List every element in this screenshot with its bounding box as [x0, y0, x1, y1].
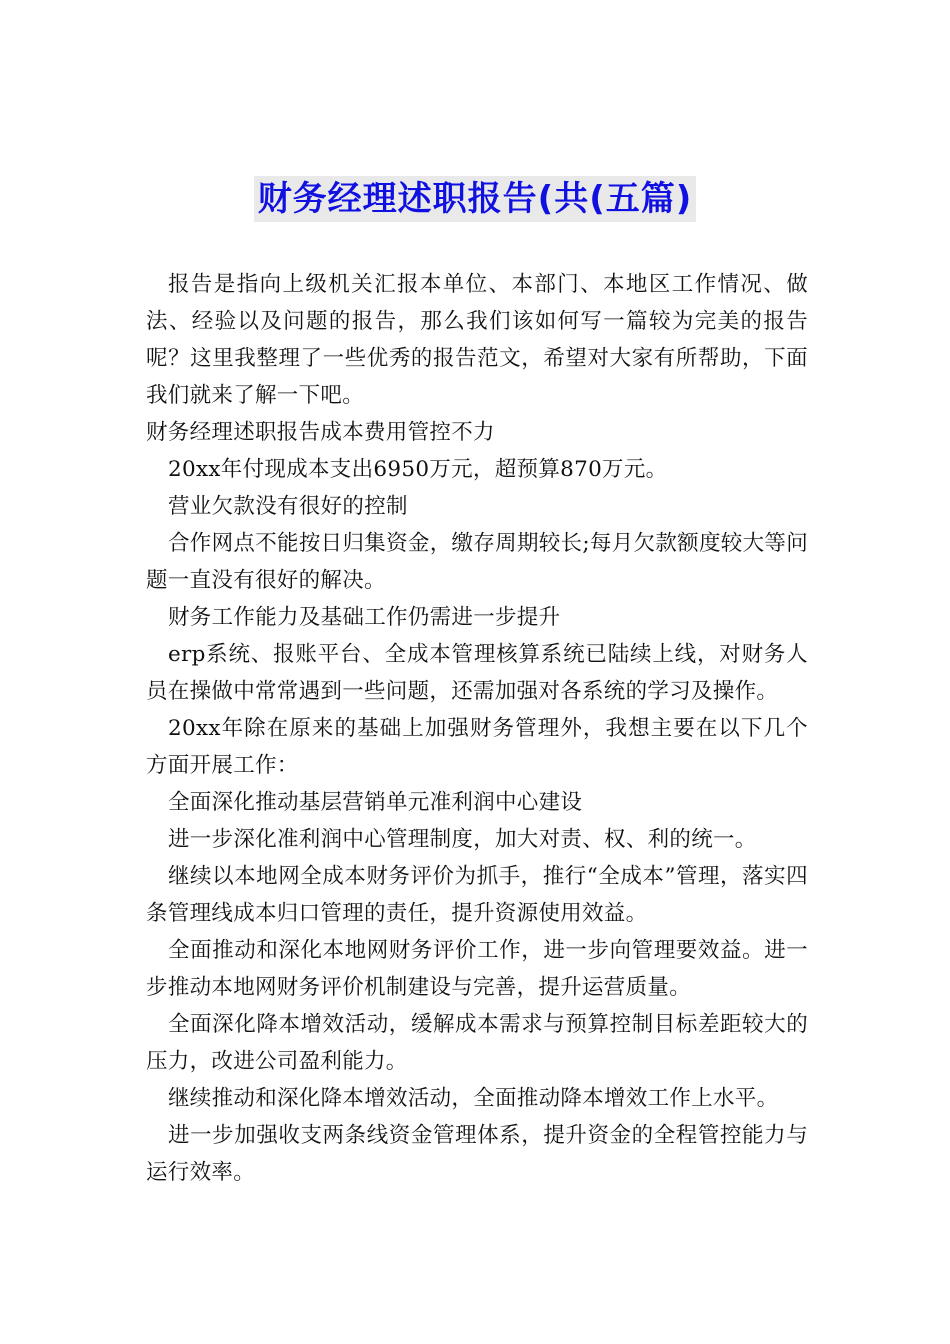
- paragraph: 全面深化降本增效活动，缓解成本需求与预算控制目标差距较大的压力，改进公司盈利能力。: [146, 1012, 808, 1074]
- document-body: [146, 266, 808, 1191]
- paragraph: 合作网点不能按日归集资金，缴存周期较长;每月欠款额度较大等问题一直没有很好的解决。: [146, 531, 808, 593]
- paragraph: 全面深化推动基层营销单元准利润中心建设: [168, 790, 583, 815]
- paragraph: 全面推动和深化本地网财务评价工作，进一步向管理要效益。进一步推动本地网财务评价机制建设与完善，提升运营质量。: [146, 938, 808, 1000]
- paragraph: 财务工作能力及基础工作仍需进一步提升: [168, 605, 561, 630]
- paragraph: 继续推动和深化降本增效活动，全面推动降本增效工作上水平。: [168, 1086, 779, 1111]
- paragraph: 进一步加强收支两条线资金管理体系，提升资金的全程管控能力与运行效率。: [146, 1123, 808, 1185]
- paragraph: 报告是指向上级机关汇报本单位、本部门、本地区工作情况、做法、经验以及问题的报告，那么我们该如何写一篇较为完美的报告呢？这里我整理了一些优秀的报告范文，希望对大家有所帮助，下面我们就来了解一下吧。: [146, 272, 808, 408]
- paragraph: 20xx年除在原来的基础上加强财务管理外，我想主要在以下几个方面开展工作：: [146, 716, 808, 778]
- paragraph: 进一步深化准利润中心管理制度，加大对责、权、利的统一。: [168, 827, 757, 852]
- paragraph: 继续以本地网全成本财务评价为抓手，推行“全成本”管理，落实四条管理线成本归口管理的责任，提升资源使用效益。: [146, 864, 808, 926]
- paragraph: 营业欠款没有很好的控制: [168, 494, 408, 519]
- paragraph: 20xx年付现成本支出6950万元，超预算870万元。: [168, 457, 668, 482]
- title-container: [0, 176, 950, 222]
- document-title: 财务经理述职报告(共(五篇): [254, 176, 697, 222]
- paragraph: erp系统、报账平台、全成本管理核算系统已陆续上线，对财务人员在操做中常常遇到一些问题，还需加强对各系统的学习及操作。: [146, 642, 808, 704]
- paragraph: 财务经理述职报告成本费用管控不力: [146, 420, 495, 445]
